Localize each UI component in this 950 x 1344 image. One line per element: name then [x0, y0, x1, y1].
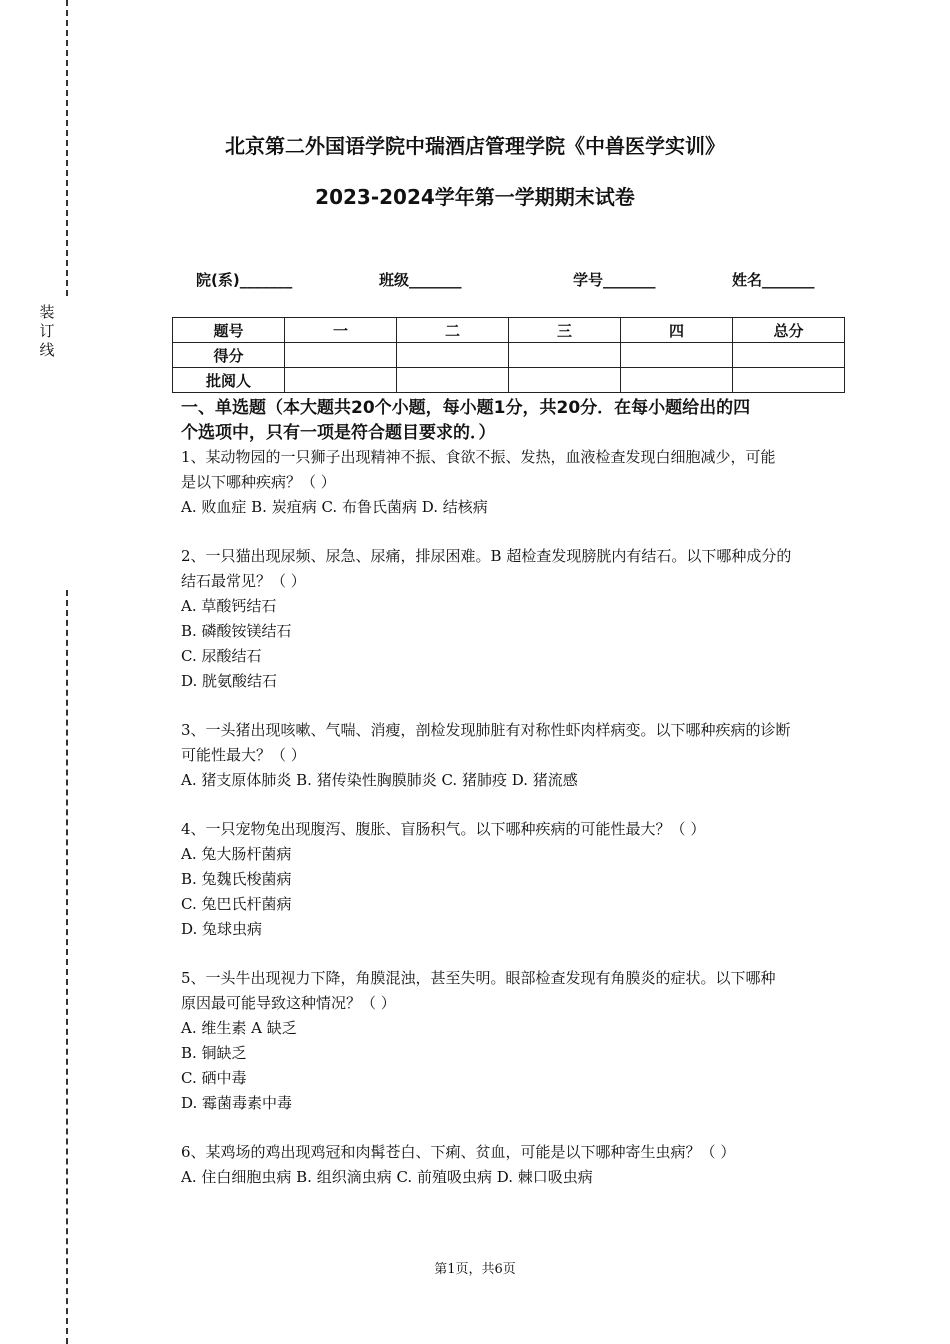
table-cell: 二 — [397, 318, 509, 343]
question-option: A. 兔大肠杆菌病 — [181, 845, 292, 863]
binding-line-label: 装订线 — [39, 303, 55, 359]
table-cell: 总分 — [733, 318, 845, 343]
question-option: A. 维生素 A 缺乏 — [181, 1019, 297, 1037]
question-options: A. 住白细胞虫病 B. 组织滴虫病 C. 前殖吸虫病 D. 棘口吸虫病 — [181, 1168, 593, 1186]
score-entry-cell[interactable] — [621, 343, 733, 368]
question-option: B. 铜缺乏 — [181, 1044, 247, 1062]
page-footer: 第1页，共6页 — [434, 1262, 516, 1277]
score-table-score-row — [173, 343, 845, 368]
question-text: 4、一只宠物兔出现腹泻、腹胀、盲肠积气。以下哪种疾病的可能性最大？（ ） — [181, 820, 706, 838]
grader-entry-cell[interactable] — [285, 368, 397, 393]
table-cell: 一 — [285, 318, 397, 343]
question-list — [181, 445, 841, 1190]
question-options: A. 败血症 B. 炭疽病 C. 布鲁氏菌病 D. 结核病 — [181, 498, 488, 516]
table-cell: 批阅人 — [173, 368, 285, 393]
section-heading — [181, 396, 841, 446]
score-table-header-row — [173, 318, 845, 343]
question-text: 1、某动物园的一只狮子出现精神不振、食欲不振、发热，血液检查发现白细胞减少，可能 — [181, 448, 776, 466]
question-text: 是以下哪种疾病？（ ） — [181, 473, 336, 491]
question-option: A. 草酸钙结石 — [181, 597, 277, 615]
class-field[interactable]: 班级_______ — [379, 271, 462, 289]
student-id-field[interactable]: 学号_______ — [573, 271, 656, 289]
question-option: D. 兔球虫病 — [181, 920, 263, 938]
question-item — [181, 544, 841, 694]
question-text: 6、某鸡场的鸡出现鸡冠和肉髯苍白、下痢、贫血，可能是以下哪种寄生虫病？（ ） — [181, 1143, 736, 1161]
question-item — [181, 445, 841, 520]
section-heading-line: 一、单选题（本大题共20个小题，每小题1分，共20分．在每小题给出的四 — [181, 398, 751, 418]
question-text: 原因最可能导致这种情况？（ ） — [181, 994, 396, 1012]
question-text: 结石最常见？（ ） — [181, 572, 306, 590]
question-text: 可能性最大？（ ） — [181, 746, 306, 764]
exam-title-line1: 北京第二外国语学院中瑞酒店管理学院《中兽医学实训》 — [225, 134, 725, 158]
table-cell: 得分 — [173, 343, 285, 368]
question-option: D. 胱氨酸结石 — [181, 672, 278, 690]
grader-entry-cell[interactable] — [509, 368, 621, 393]
score-entry-cell[interactable] — [285, 343, 397, 368]
table-cell: 题号 — [173, 318, 285, 343]
question-item — [181, 1140, 841, 1190]
question-item — [181, 817, 841, 942]
question-option: C. 硒中毒 — [181, 1069, 247, 1087]
question-item — [181, 718, 841, 793]
table-cell: 三 — [509, 318, 621, 343]
question-text: 3、一头猪出现咳嗽、气喘、消瘦，剖检发现肺脏有对称性虾肉样病变。以下哪种疾病的诊断 — [181, 721, 791, 739]
question-option: C. 兔巴氏杆菌病 — [181, 895, 292, 913]
score-table-grader-row — [173, 368, 845, 393]
question-item — [181, 966, 841, 1116]
exam-title-line2: 2023-2024学年第一学期期末试卷 — [315, 185, 635, 209]
question-text: 5、一头牛出现视力下降，角膜混浊，甚至失明。眼部检查发现有角膜炎的症状。以下哪种 — [181, 969, 776, 987]
question-option: B. 兔魏氏梭菌病 — [181, 870, 292, 888]
question-text: 2、一只猫出现尿频、尿急、尿痛，排尿困难。B 超检查发现膀胱内有结石。以下哪种成分的 — [181, 547, 792, 565]
score-entry-cell[interactable] — [733, 343, 845, 368]
grader-entry-cell[interactable] — [397, 368, 509, 393]
question-option: C. 尿酸结石 — [181, 647, 262, 665]
table-cell: 四 — [621, 318, 733, 343]
binding-dashed-line-bottom — [66, 590, 68, 1344]
score-table — [172, 317, 845, 393]
name-field[interactable]: 姓名_______ — [732, 271, 815, 289]
question-option: B. 磷酸铵镁结石 — [181, 622, 292, 640]
section-heading-line: 个选项中，只有一项是符合题目要求的．） — [181, 423, 496, 443]
score-entry-cell[interactable] — [509, 343, 621, 368]
question-options: A. 猪支原体肺炎 B. 猪传染性胸膜肺炎 C. 猪肺疫 D. 猪流感 — [181, 771, 578, 789]
grader-entry-cell[interactable] — [733, 368, 845, 393]
question-option: D. 霉菌毒素中毒 — [181, 1094, 293, 1112]
department-field[interactable]: 院(系)_______ — [196, 271, 293, 289]
score-entry-cell[interactable] — [397, 343, 509, 368]
grader-entry-cell[interactable] — [621, 368, 733, 393]
